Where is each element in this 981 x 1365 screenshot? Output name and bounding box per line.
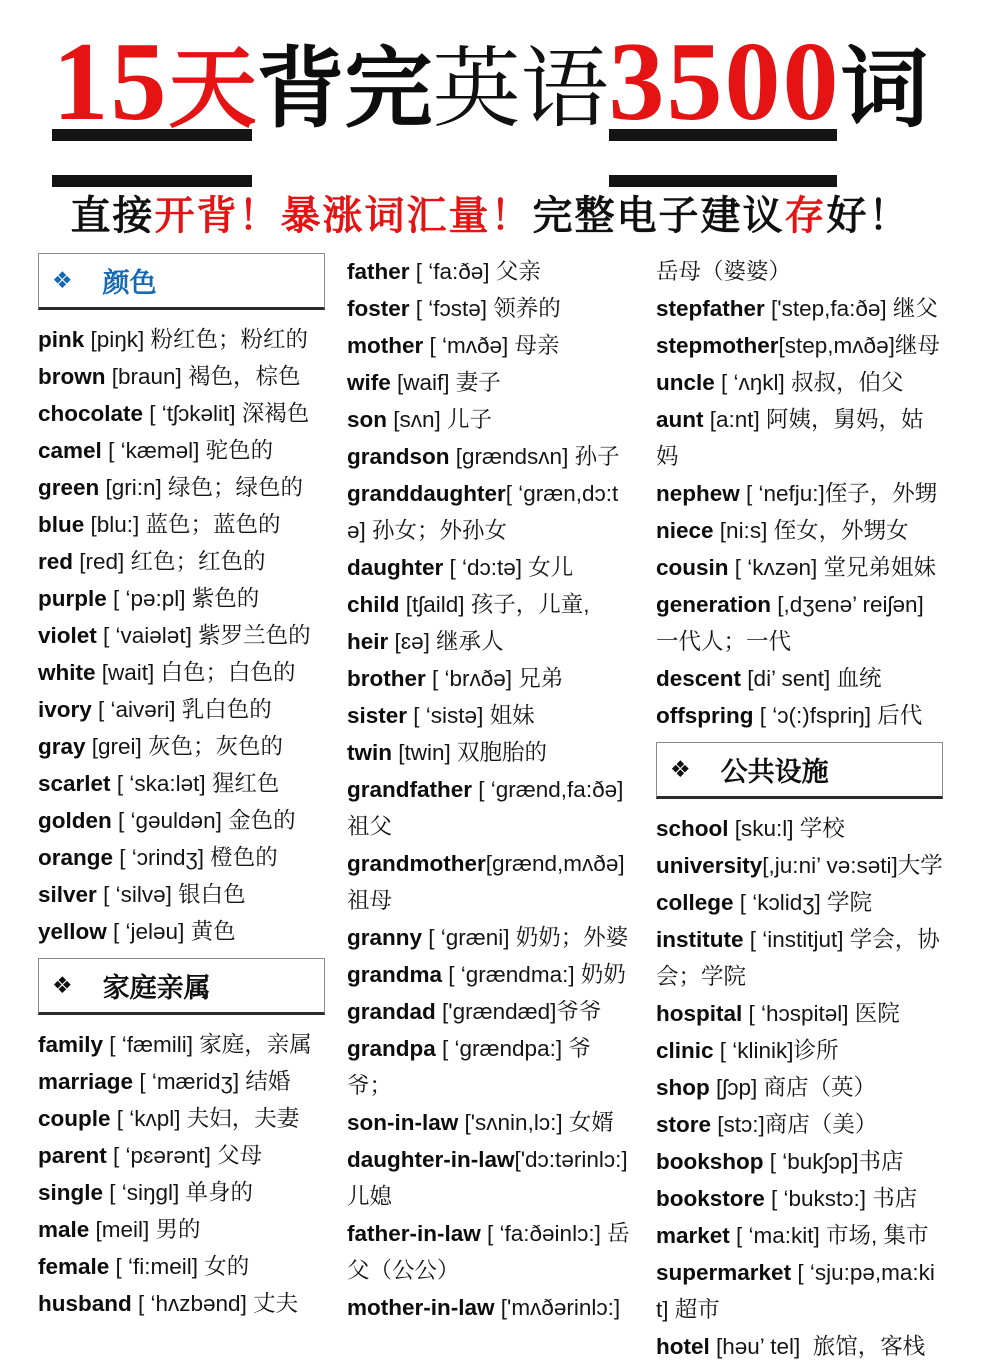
word-entry (656, 1328, 943, 1365)
word: foster (347, 296, 410, 321)
word-entry (347, 1289, 634, 1326)
word-entry (38, 580, 325, 617)
word: daughter (347, 555, 444, 580)
word-details: [ ‘fi:meil] 女的 (109, 1254, 250, 1279)
word-entry (38, 617, 325, 654)
word-entry (656, 847, 943, 884)
word-details: [meil] 男的 (89, 1217, 201, 1242)
word-details: [tʃaild] 孩子，儿童, (399, 592, 590, 617)
word-details: [ ‘hʌzbənd] 丈夫 (131, 1291, 299, 1316)
word-entry (347, 956, 634, 993)
word-entry (656, 401, 943, 475)
word-details: ['mʌðərinlɔ:] (494, 1295, 621, 1320)
word-details: [ ‘græn,dɔ:tə] 孙女；外孙女 (347, 481, 619, 543)
word-details: ['step,fa:ðə] 继父 (764, 296, 938, 321)
word-entry (347, 845, 634, 919)
word: brother (347, 666, 426, 691)
word-entry (347, 1141, 634, 1215)
word: bookshop (656, 1149, 764, 1174)
word-details: [ ‘jeləu] 黄色 (106, 919, 236, 944)
word: grandfather (347, 777, 473, 802)
word-entry (656, 475, 943, 512)
word-entry (347, 1030, 634, 1104)
page-title (8, 18, 973, 147)
word: pink (38, 327, 85, 352)
word-details: [ni:s] 侄女，外甥女 (713, 518, 909, 543)
word: parent (38, 1143, 107, 1168)
word: red (38, 549, 74, 574)
section-label: 公共设施 (720, 757, 829, 787)
word-entry (656, 995, 943, 1032)
title-part-underlined (52, 18, 256, 147)
word: father-in-law (347, 1221, 481, 1246)
word-details: [ ‘fa:ðə] 父亲 (409, 259, 541, 284)
word-entry (38, 765, 325, 802)
word: golden (38, 808, 112, 833)
word-entry (656, 1032, 943, 1069)
word-entry (347, 993, 634, 1030)
word: male (38, 1217, 90, 1242)
word-details: [ ‘grændma:] 奶奶 (442, 962, 626, 987)
word-details: [ ‘fæmili] 家庭，亲属 (103, 1032, 312, 1057)
word-entry (656, 327, 943, 364)
word: scarlet (38, 771, 111, 796)
word-entry (347, 549, 634, 586)
word: ivory (38, 697, 92, 722)
column-2 (347, 253, 634, 1365)
title-segment: 背完 (256, 39, 433, 138)
word: white (38, 660, 96, 685)
word-details: [ ‘dɔ:tə] 女儿 (443, 555, 574, 580)
section-header-family (38, 958, 325, 1015)
word-details: [a:nt] 阿姨，舅妈，姑妈 (656, 407, 924, 469)
word-details: [ ‘ʌŋkl] 叔叔，伯父 (714, 370, 904, 395)
word: violet (38, 623, 97, 648)
word: institute (656, 927, 744, 952)
word: mother (347, 333, 424, 358)
word-entry (38, 321, 325, 358)
word-details: [piŋk] 粉红色；粉红的 (84, 327, 309, 352)
word: aunt (656, 407, 704, 432)
word: father (347, 259, 410, 284)
subtitle-segment: 好！ (826, 194, 911, 238)
page-subtitle (0, 193, 981, 239)
word: university (656, 853, 763, 878)
word-entry (656, 1106, 943, 1143)
word: nephew (656, 481, 740, 506)
word: gray (38, 734, 86, 759)
word-details: [,dʒenə’ reiʃən] 一代人；一代 (656, 592, 931, 654)
word-details: [ ‘siŋgl] 单身的 (103, 1180, 254, 1205)
word-entry (347, 290, 634, 327)
word-details: [ ‘fa:ðəinlɔ:] 岳父（公公） (347, 1221, 630, 1283)
word: grandma (347, 962, 443, 987)
subtitle-segment: 暴涨词汇量！ (280, 194, 533, 238)
word-details: [ ‘bukstɔ:] 书店 (764, 1186, 918, 1211)
word-details: [ ‘klinik]诊所 (713, 1038, 839, 1063)
word-details: [ ‘institjut] 学会，协会；学院 (656, 927, 940, 989)
word-entry (38, 728, 325, 765)
word-details: [red] 红色；红色的 (73, 549, 266, 574)
word: green (38, 475, 100, 500)
continuation-line (656, 253, 943, 290)
diamond-icon: ❖ (52, 267, 73, 293)
word: granny (347, 925, 423, 950)
word: twin (347, 740, 392, 765)
word: bookstore (656, 1186, 765, 1211)
word-entry (38, 1285, 325, 1322)
word: niece (656, 518, 714, 543)
word-details: [waif] 妻子 (390, 370, 501, 395)
word-details: [ ‘mʌðə] 母亲 (423, 333, 560, 358)
word-entry (347, 1215, 634, 1289)
word: hospital (656, 1001, 743, 1026)
word: mother-in-law (347, 1295, 495, 1320)
word-details: [twin] 双胞胎的 (392, 740, 548, 765)
word-details: [ ‘hɔspitəl] 医院 (742, 1001, 900, 1026)
word-details: [ ‘kʌpl] 夫妇，夫妻 (110, 1106, 300, 1131)
word-details: [ʃɔp] 商店（英） (709, 1075, 877, 1100)
title-segment: 15 (52, 20, 169, 144)
word-entry (656, 1143, 943, 1180)
page (0, 18, 981, 1359)
word: silver (38, 882, 97, 907)
word-details: [,ju:ni’ və:səti]大学 (762, 853, 943, 878)
word: yellow (38, 919, 107, 944)
word-entry (656, 549, 943, 586)
word: orange (38, 845, 114, 870)
word-details: [ ‘ma:kit] 市场, 集市 (729, 1223, 929, 1248)
word: blue (38, 512, 85, 537)
word-details: 岳母（婆婆） (656, 259, 792, 284)
word: store (656, 1112, 712, 1137)
section-header-facilities (656, 742, 943, 799)
word-entry (656, 1217, 943, 1254)
word-entry (656, 884, 943, 921)
word-entry (38, 913, 325, 950)
word-details: [ ‘mæridʒ] 结婚 (133, 1069, 291, 1094)
word-details: [həu’ tel] 旅馆，客栈 (709, 1334, 926, 1359)
word-entry (347, 1104, 634, 1141)
word-entry (347, 475, 634, 549)
word-entry (38, 1174, 325, 1211)
word-details: [ɛə] 继承人 (388, 629, 504, 654)
word: child (347, 592, 400, 617)
word: chocolate (38, 401, 144, 426)
word: female (38, 1254, 110, 1279)
word-details: [di’ sent] 血统 (741, 666, 882, 691)
word-details: [ ‘ɔ(:)fspriŋ] 后代 (753, 703, 923, 728)
word-details: [ ‘tʃɔkəlit] 深褐色 (143, 401, 310, 426)
word-entry (656, 1069, 943, 1106)
word-entry (347, 771, 634, 845)
word: offspring (656, 703, 754, 728)
word-details: [sʌn] 儿子 (387, 407, 493, 432)
word: couple (38, 1106, 111, 1131)
word-entry (38, 1100, 325, 1137)
word: granddaughter (347, 481, 506, 506)
word-details: [ ‘nefju:]侄子，外甥 (739, 481, 938, 506)
word-entry (38, 1137, 325, 1174)
word: grandpa (347, 1036, 436, 1061)
word-entry (656, 512, 943, 549)
word: hotel (656, 1334, 710, 1359)
word: market (656, 1223, 730, 1248)
word-entry (656, 1180, 943, 1217)
word: heir (347, 629, 389, 654)
word-details: [braun] 褐色，棕色 (105, 364, 301, 389)
title-segment: 英语 (432, 39, 609, 138)
word-entry (347, 660, 634, 697)
word-entry (656, 697, 943, 734)
word-details: [gri:n] 绿色；绿色的 (99, 475, 304, 500)
word: clinic (656, 1038, 714, 1063)
word-details: [ ‘aivəri] 乳白色的 (91, 697, 272, 722)
word-entry (38, 543, 325, 580)
subtitle-segment: 完整电子建议 (532, 194, 785, 238)
word-details: ['sʌnin,lɔ:] 女婿 (458, 1110, 614, 1135)
word-details: [ ‘vaiələt] 紫罗兰色的 (96, 623, 311, 648)
word-details: [ ‘ɔrindʒ] 橙色的 (113, 845, 278, 870)
word: descent (656, 666, 742, 691)
word-entry (38, 395, 325, 432)
word-details: [step,mʌðə]继母 (778, 333, 940, 358)
word-details: [ ‘bukʃɔp]书店 (763, 1149, 904, 1174)
word-columns (0, 253, 981, 1365)
section-label: 家庭亲属 (102, 973, 211, 1003)
word-entry (38, 839, 325, 876)
word-entry (38, 876, 325, 913)
column-1 (38, 253, 325, 1365)
word: husband (38, 1291, 132, 1316)
word: purple (38, 586, 107, 611)
word-details: [stɔ:]商店（美） (711, 1112, 878, 1137)
word-entry (38, 1063, 325, 1100)
word: grandson (347, 444, 450, 469)
word-details: [ ‘gəuldən] 金色的 (111, 808, 296, 833)
word-details: [ ‘pə:pl] 紫色的 (106, 586, 260, 611)
word: stepmother (656, 333, 779, 358)
word-entry (347, 364, 634, 401)
word-entry (38, 1248, 325, 1285)
word-details: [ ‘sistə] 姐妹 (407, 703, 535, 728)
word: daughter-in-law (347, 1147, 515, 1172)
title-part (841, 19, 929, 145)
word: generation (656, 592, 772, 617)
word: son-in-law (347, 1110, 459, 1135)
subtitle-segment: 直接 (70, 194, 155, 238)
word-entry (347, 253, 634, 290)
word-details: [grændsʌn] 孙子 (449, 444, 620, 469)
word: college (656, 890, 734, 915)
word: stepfather (656, 296, 765, 321)
word: family (38, 1032, 104, 1057)
word: school (656, 816, 729, 841)
word-details: ['dɔ:tərinlɔ:] 儿媳 (347, 1147, 634, 1209)
word-entry (38, 432, 325, 469)
word-entry (347, 734, 634, 771)
word: single (38, 1180, 104, 1205)
word: uncle (656, 370, 715, 395)
section-label: 颜色 (102, 268, 157, 298)
word-details: [ ‘grændpa:] 爷爷； (347, 1036, 591, 1098)
subtitle-segment: 存 (784, 194, 827, 238)
word-details: [wait] 白色；白色的 (95, 660, 296, 685)
diamond-icon: ❖ (52, 972, 73, 998)
word: brown (38, 364, 106, 389)
word: grandmother (347, 851, 486, 876)
word-entry (347, 623, 634, 660)
word-entry (656, 660, 943, 697)
word-entry (656, 921, 943, 995)
word-entry (347, 401, 634, 438)
word-entry (38, 469, 325, 506)
title-part-underlined (609, 18, 841, 147)
word: supermarket (656, 1260, 792, 1285)
word-entry (347, 697, 634, 734)
title-part (256, 19, 608, 145)
word-entry (38, 802, 325, 839)
word-details: [ ‘ska:lət] 猩红色 (110, 771, 280, 796)
word: sister (347, 703, 408, 728)
word-entry (656, 290, 943, 327)
word: marriage (38, 1069, 134, 1094)
word-details: [sku:l] 学校 (728, 816, 845, 841)
word-details: [ ‘pɛərənt] 父母 (106, 1143, 263, 1168)
title-segment: 词 (840, 39, 929, 138)
word-entry (38, 506, 325, 543)
word-entry (656, 364, 943, 401)
word-details: [ ‘kʌzən] 堂兄弟姐妹 (728, 555, 937, 580)
title-segment: 3500 (608, 20, 841, 144)
word-entry (38, 691, 325, 728)
section-header-colors (38, 253, 325, 310)
word: wife (347, 370, 391, 395)
word-entry (656, 810, 943, 847)
word-details: [blu:] 蓝色；蓝色的 (84, 512, 281, 537)
word-entry (38, 1026, 325, 1063)
word-details: [ ‘silvə] 银白色 (96, 882, 246, 907)
word: camel (38, 438, 102, 463)
word-entry (656, 1254, 943, 1328)
word-details: [ ‘sju:pə,ma:kit] 超市 (656, 1260, 935, 1322)
column-3 (656, 253, 943, 1365)
word-entry (347, 327, 634, 364)
word-entry (347, 919, 634, 956)
subtitle-segment: 开背！ (154, 194, 281, 238)
diamond-icon: ❖ (670, 756, 691, 782)
word-entry (38, 1211, 325, 1248)
word-details: [ ‘brʌðə] 兄弟 (425, 666, 564, 691)
word-details: [ ‘grænd,fa:ðə] 祖父 (347, 777, 630, 839)
word: shop (656, 1075, 710, 1100)
title-segment: 天 (168, 39, 257, 138)
word-details: ['grændæd]爷爷 (435, 999, 602, 1024)
word-details: [ ‘græni] 奶奶；外婆 (422, 925, 629, 950)
word-entry (38, 654, 325, 691)
word-details: [ ‘kæməl] 驼色的 (101, 438, 274, 463)
word-details: [grænd,mʌðə] 祖母 (347, 851, 631, 913)
word-details: [ ‘kɔlidʒ] 学院 (733, 890, 873, 915)
word-details: [ ‘fɔstə] 领养的 (409, 296, 561, 321)
word-details: [grei] 灰色；灰色的 (85, 734, 284, 759)
word-entry (347, 586, 634, 623)
word: son (347, 407, 388, 432)
word: grandad (347, 999, 436, 1024)
word: cousin (656, 555, 729, 580)
word-entry (38, 358, 325, 395)
word-entry (347, 438, 634, 475)
word-entry (656, 586, 943, 660)
